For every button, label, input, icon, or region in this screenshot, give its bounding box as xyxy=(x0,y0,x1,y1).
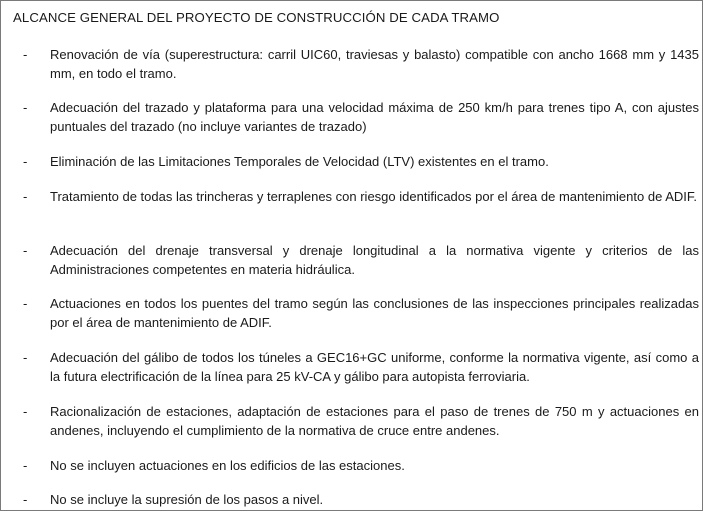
list-item-text: Eliminación de las Limitaciones Temporales de Velocidad (LTV) existentes en el tramo. xyxy=(50,154,549,169)
section-title: ALCANCE GENERAL DEL PROYECTO DE CONSTRUCCIÓN DE CADA TRAMO xyxy=(13,10,500,25)
bullet-dash: - xyxy=(23,404,28,419)
list-item-text: No se incluyen actuaciones en los edificios de las estaciones. xyxy=(50,458,405,473)
list-item-text: Renovación de vía (superestructura: carril UIC60, traviesas y balasto) compatible con ancho 1668 mm y 1435 mm, en todo el tramo. xyxy=(50,47,699,81)
list-item-text: Actuaciones en todos los puentes del tramo según las conclusiones de las inspecciones principales realizadas por el área de mantenimiento de ADIF. xyxy=(50,296,699,330)
bullet-dash: - xyxy=(23,350,28,365)
bullet-dash: - xyxy=(23,100,28,115)
bullet-dash: - xyxy=(23,189,28,204)
bullet-dash: - xyxy=(23,154,28,169)
list-item-text: Adecuación del gálibo de todos los túneles a GEC16+GC uniforme, conforme la normativa vigente, así como a la futura electrificación de la línea para 25 kV-CA y gálibo para autopista ferroviaria. xyxy=(50,350,699,384)
list-item-text: No se incluye la supresión de los pasos a nivel. xyxy=(50,492,324,507)
bullet-dash: - xyxy=(23,243,28,258)
list-item-text: Tratamiento de todas las trincheras y terraplenes con riesgo identificados por el área de mantenimiento de ADIF. xyxy=(50,189,697,204)
bullet-dash: - xyxy=(23,492,28,507)
bullet-dash: - xyxy=(23,47,28,62)
bullet-dash: - xyxy=(23,458,28,473)
list-item-text: Racionalización de estaciones, adaptación de estaciones para el paso de trenes de 750 m y actuaciones en andenes, incluyendo el cumplimiento de la normativa de cruce entre andenes. xyxy=(50,404,699,438)
list-item-text: Adecuación del trazado y plataforma para una velocidad máxima de 250 km/h para trenes tipo A, con ajustes puntuales del trazado (no incluye variantes de trazado) xyxy=(50,100,699,134)
bullet-dash: - xyxy=(23,296,28,311)
list-item-text: Adecuación del drenaje transversal y drenaje longitudinal a la normativa vigente y criterios de las Administraciones competentes en materia hidráulica. xyxy=(50,243,699,277)
